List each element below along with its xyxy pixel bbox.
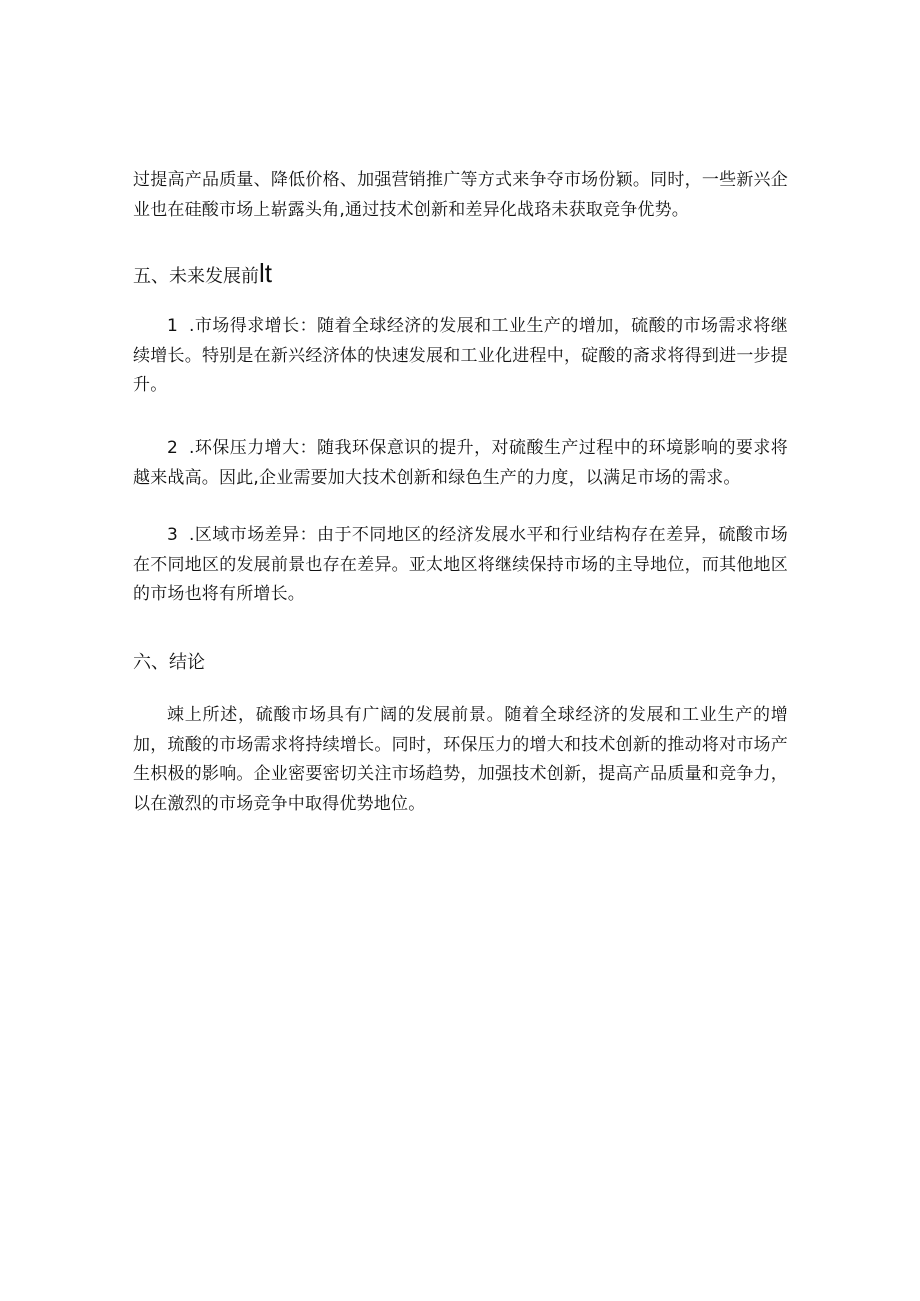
section-5-heading xyxy=(133,260,272,290)
conclusion-paragraph: 竦上所述，硫酸市场具有广阔的发展前景。随着全球经济的发展和工业生产的增加，琉酸的市场需求将持续增长。同时，环保压力的增大和技术创新的推动将对市场产生枳极的影响。企业密要密切关注市场趋势，加强技术创新，提高产品质量和竞争力，以在激烈的市场竞争中取得优势地位。 xyxy=(133,705,788,814)
list-item xyxy=(133,312,788,401)
list-item-text: .市场得求增长：随着全球经济的发展和工业生产的增加，硫酸的市场需求将继续增长。特别是在新兴经济体的快速发展和工业化进程中，碇酸的斋求将得到进一步提升。 xyxy=(133,316,788,395)
section-5-heading-glyph: lt xyxy=(259,258,272,288)
list-item-number: 2 xyxy=(167,438,179,458)
section-5-heading-text: 五、未来发展前 xyxy=(133,266,259,287)
list-item-text: .区域市场差异：由于不同地区的经济发展水平和行业结构存在差异，硫酸市场在不同地区的发展前景也存在差异。亚太地区将继续保持市场的主导地位，而其他地区的市场也将有所增长。 xyxy=(133,525,788,604)
list-item xyxy=(133,521,788,610)
intro-paragraph: 过提高产品质量、降低价格、加强营销推广等方式来争夺市场份颖。同时，一些新兴企业也在硅酸市场上崭露头角,通过技术创新和差异化战珞未获取竞争优势。 xyxy=(133,170,788,220)
list-item-number: 3 xyxy=(167,525,179,545)
list-item xyxy=(133,434,788,493)
list-item-text: .环保压力增大：随我环保意识的提升，对硫酸生产过程中的环境影响的要求将越来战高。因此,企业需要加大技术创新和绿色生产的力度，以满足市场的需求。 xyxy=(133,438,788,488)
section-6-heading: 六、结论 xyxy=(133,652,205,673)
list-item-number: 1 xyxy=(167,316,179,336)
